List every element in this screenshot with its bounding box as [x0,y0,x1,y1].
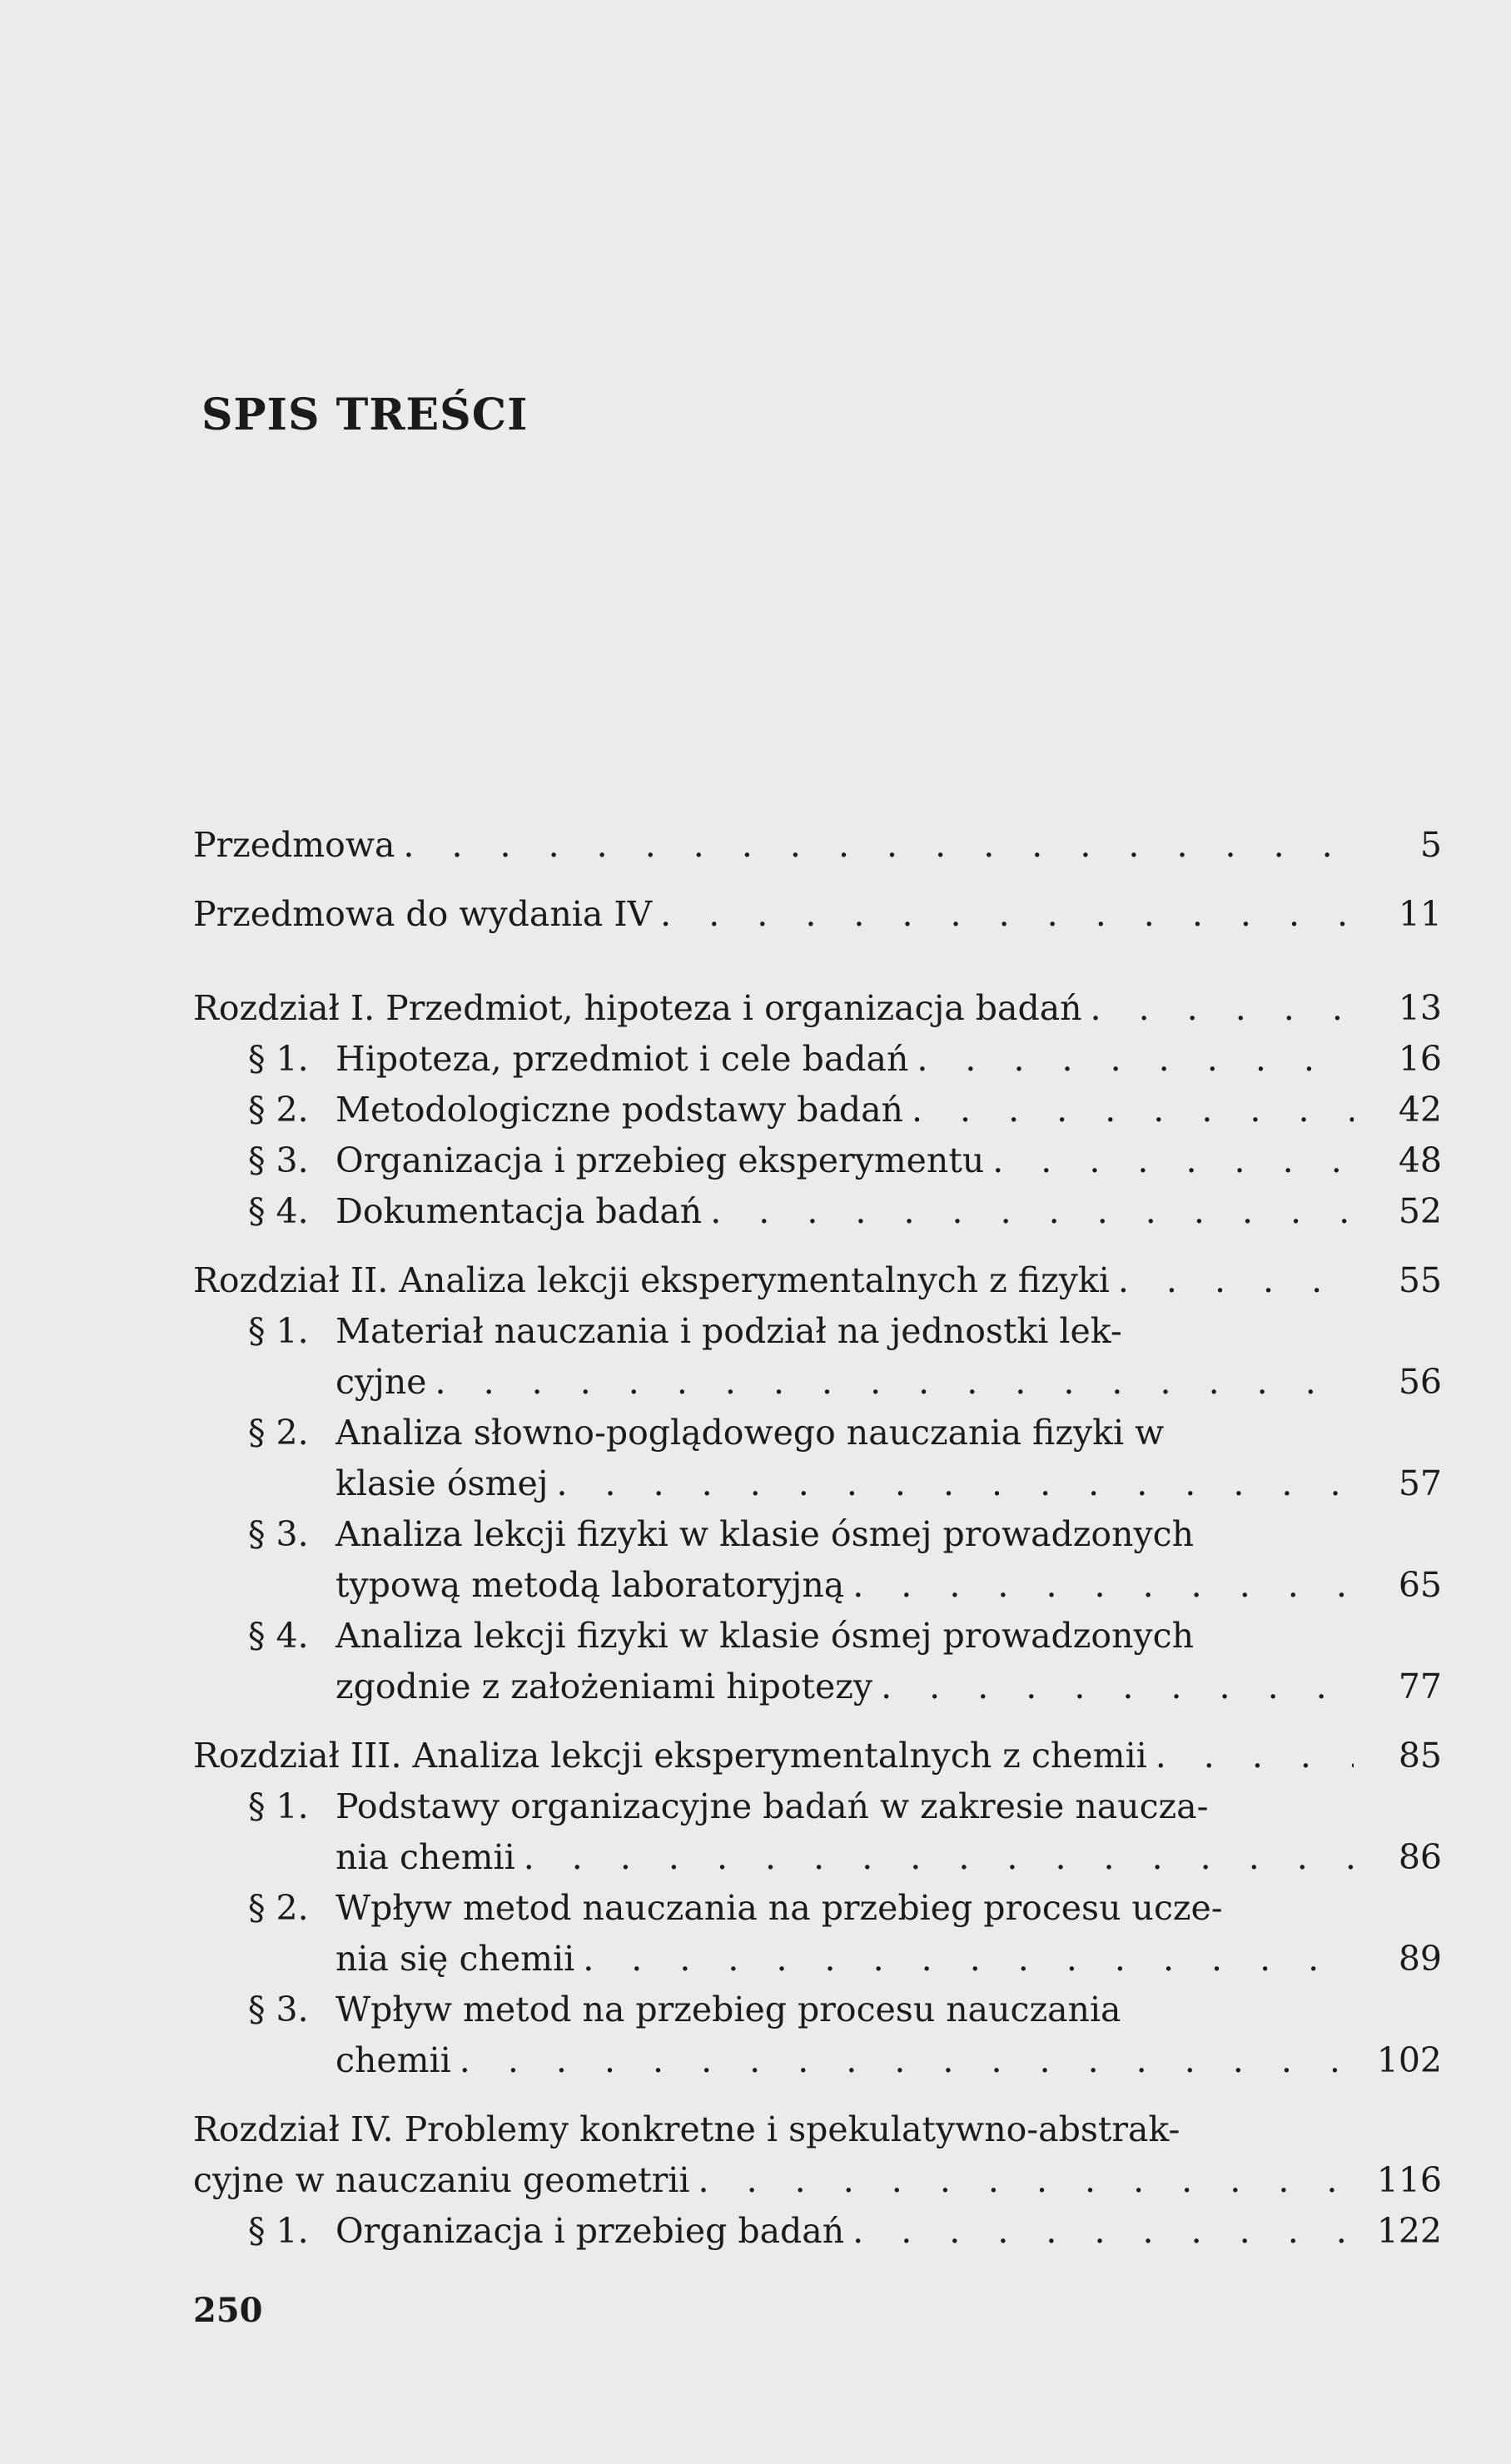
section-number: § 1. [248,1311,309,1351]
toc-entry-ch1-s1[interactable] [193,1034,1442,1085]
page-number: 85 [1398,1736,1442,1776]
toc-entry-ch2-s3-line2[interactable] [193,1560,1442,1611]
toc-entry-ch2-s1-line1[interactable] [193,1306,1442,1357]
section-number: § 2. [248,1413,309,1453]
page-number: 42 [1398,1090,1442,1130]
page-folio-number: 250 [193,2291,263,2330]
leader-dots [556,1458,1354,1509]
page-number: 122 [1376,2211,1442,2251]
page-number: 16 [1398,1039,1442,1079]
leader-dots [1156,1731,1354,1781]
entry-label-continued: typową metodą laboratoryjną [336,1565,845,1605]
entry-label: Materiał nauczania i podział na jednostki lek- [336,1311,1122,1351]
toc-entry-chapter-1[interactable] [193,983,1442,1034]
entry-label-continued: chemii [336,2040,451,2080]
toc-entry-ch3-s2-line1[interactable] [193,1883,1442,1934]
toc-entry-ch3-s1-line1[interactable] [193,1781,1442,1832]
toc-entry-ch2-s4-line1[interactable] [193,1611,1442,1662]
leader-dots [710,1186,1354,1237]
leader-dots [435,1357,1354,1408]
section-number: § 3. [248,1140,309,1180]
toc-entry-ch3-s2-line2[interactable] [193,1934,1442,1985]
page-number: 102 [1376,2040,1442,2080]
entry-label: Organizacja i przebieg badań [336,2211,845,2251]
page-number: 77 [1398,1667,1442,1706]
entry-label: Dokumentacja badań [336,1191,703,1231]
entry-label-continued: nia chemii [336,1837,515,1877]
section-number: § 2. [248,1888,309,1928]
toc-entry-ch2-s4-line2[interactable] [193,1662,1442,1712]
leader-dots [912,1085,1354,1135]
entry-label: Analiza lekcji fizyki w klasie ósmej prowadzonych [336,1514,1195,1554]
entry-label: Organizacja i przebieg eksperymentu [336,1140,985,1180]
page-number: 11 [1398,894,1442,934]
toc-entry-chapter-3[interactable] [193,1731,1442,1781]
entry-label-continued: cyjne w nauczaniu geometrii [193,2160,690,2200]
page-number: 52 [1398,1191,1442,1231]
entry-label: Wpływ metod nauczania na przebieg procesu ucze- [336,1888,1223,1928]
toc-entry-ch2-s2-line2[interactable] [193,1458,1442,1509]
entry-label-continued: cyjne [336,1362,427,1402]
page-number: 55 [1398,1260,1442,1300]
leader-dots [698,2155,1354,2206]
entry-label: Hipoteza, przedmiot i cele badań [336,1039,909,1079]
page-number: 86 [1398,1837,1442,1877]
section-number: § 1. [248,1039,309,1079]
entry-label: Rozdział I. Przedmiot, hipoteza i organizacja badań [193,988,1082,1028]
leader-dots [524,1832,1354,1883]
leader-dots [583,1934,1354,1985]
page-number: 89 [1398,1939,1442,1979]
entry-label: Przedmowa do wydania IV [193,894,653,934]
leader-dots [917,1034,1354,1085]
entry-label-continued: nia się chemii [336,1939,575,1979]
leader-dots [992,1135,1354,1186]
leader-dots [460,2035,1354,2086]
entry-label: Przedmowa [193,825,395,865]
page-number: 5 [1419,825,1442,865]
toc-entry-przedmowa-iv[interactable] [193,889,1442,940]
page-number: 48 [1398,1140,1442,1180]
leader-dots [1091,983,1354,1034]
toc-entry-ch2-s3-line1[interactable] [193,1509,1442,1560]
page-title: SPIS TREŚCI [201,390,529,440]
page-number: 56 [1398,1362,1442,1402]
entry-label: Wpływ metod na przebieg procesu nauczania [336,1990,1121,2029]
leader-dots [1118,1255,1354,1306]
toc-entry-ch3-s3-line1[interactable] [193,1985,1442,2035]
entry-label: Analiza słowno-poglądowego nauczania fizyki w [336,1413,1165,1453]
toc-entry-ch3-s1-line2[interactable] [193,1832,1442,1883]
section-number: § 1. [248,2211,309,2251]
leader-dots [852,2206,1354,2257]
section-number: § 1. [248,1786,309,1826]
leader-dots [403,820,1354,871]
toc-entry-ch2-s1-line2[interactable] [193,1357,1442,1408]
entry-label: Rozdział IV. Problemy konkretne i spekulatywno-abstrak- [193,2109,1180,2149]
toc-entry-przedmowa[interactable] [193,820,1442,871]
toc-entry-ch1-s4[interactable] [193,1186,1442,1237]
page-number: 116 [1376,2160,1442,2200]
entry-label-continued: zgodnie z założeniami hipotezy [336,1667,873,1706]
leader-dots [660,889,1354,940]
section-number: § 3. [248,1514,309,1554]
toc-entry-chapter-4-line2[interactable] [193,2155,1442,2206]
entry-label: Metodologiczne podstawy badań [336,1090,903,1130]
toc-entry-ch3-s3-line2[interactable] [193,2035,1442,2086]
toc-entry-ch1-s2[interactable] [193,1085,1442,1135]
toc-entry-ch4-s1[interactable] [193,2206,1442,2257]
toc-entry-ch2-s2-line1[interactable] [193,1408,1442,1458]
entry-label: Rozdział II. Analiza lekcji eksperymentalnych z fizyki [193,1260,1110,1300]
entry-label: Rozdział III. Analiza lekcji eksperymentalnych z chemii [193,1736,1147,1776]
page-number: 65 [1398,1565,1442,1605]
toc-entry-chapter-2[interactable] [193,1255,1442,1306]
leader-dots [852,1560,1354,1611]
leader-dots [881,1662,1354,1712]
section-number: § 4. [248,1616,309,1656]
entry-label-continued: klasie ósmej [336,1463,549,1503]
entry-label: Analiza lekcji fizyki w klasie ósmej prowadzonych [336,1616,1195,1656]
table-of-contents [193,820,1442,2257]
section-number: § 4. [248,1191,309,1231]
toc-entry-chapter-4-line1[interactable] [193,2104,1442,2155]
section-number: § 3. [248,1990,309,2029]
entry-label: Podstawy organizacyjne badań w zakresie naucza- [336,1786,1209,1826]
toc-entry-ch1-s3[interactable] [193,1135,1442,1186]
section-number: § 2. [248,1090,309,1130]
page-number: 57 [1398,1463,1442,1503]
page-number: 13 [1398,988,1442,1028]
